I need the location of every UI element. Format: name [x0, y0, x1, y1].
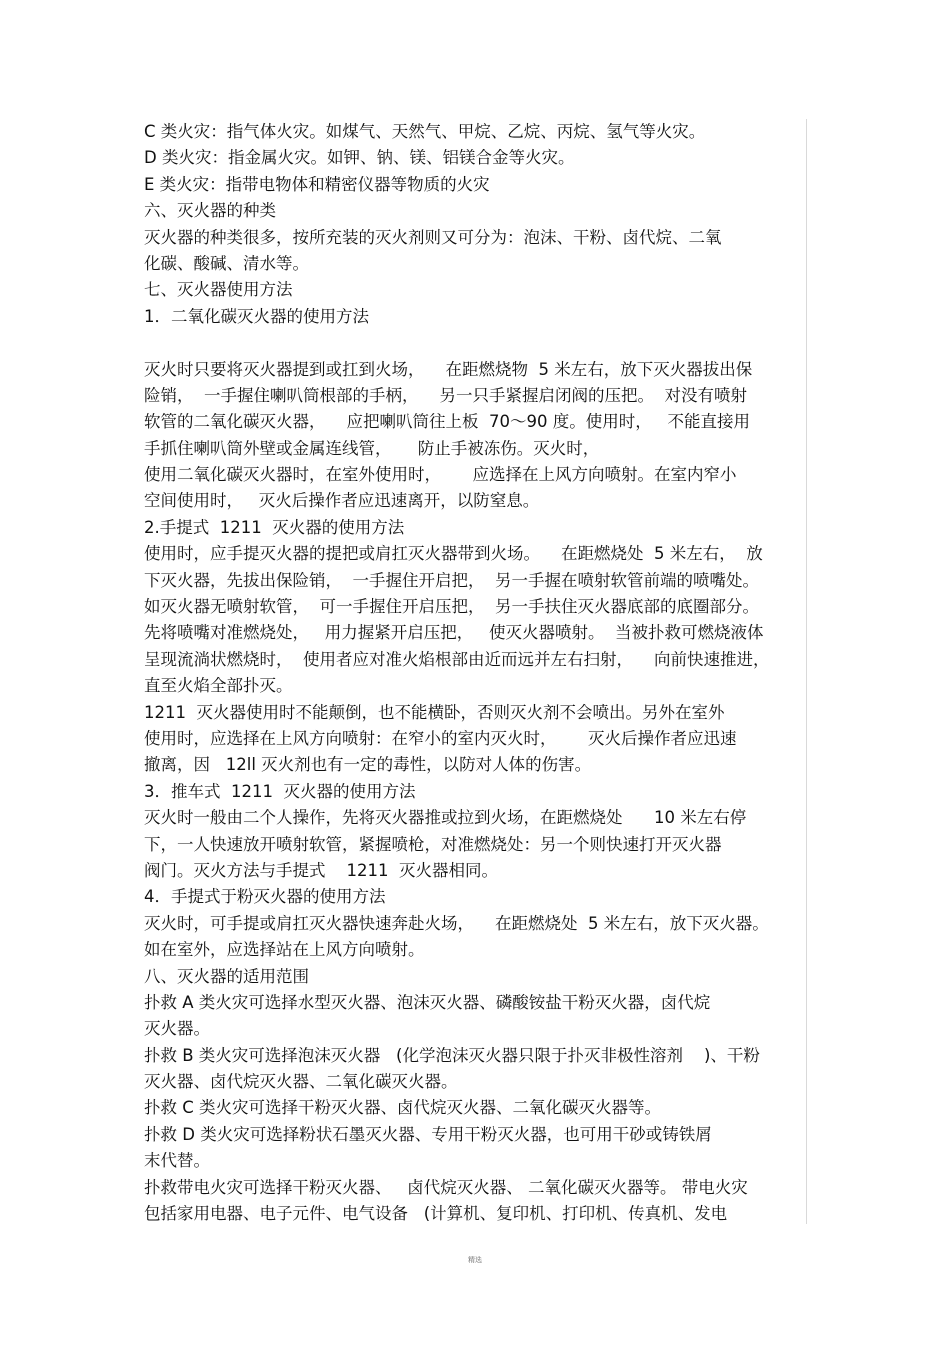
body-text [144, 119, 809, 1227]
text-line: 撤离，因 12ll 灭火剂也有一定的毒性，以防对人体的伤害。 [144, 755, 592, 775]
text-line: 使用时，应手提灭火器的提把或肩扛灭火器带到火场。 在距燃烧处 5 米左右， 放 [144, 544, 763, 564]
text-line: 先将喷嘴对准燃烧处， 用力握紧开启压把， 使灭火器喷射。 当被扑救可燃烧液体 [144, 623, 764, 643]
text-line: 灭火时，可手提或肩扛灭火器快速奔赴火场， 在距燃烧处 5 米左右，放下灭火器。 [144, 913, 769, 933]
text-line: 七、灭火器使用方法 [144, 280, 293, 300]
page-footer: 精选 [468, 1256, 482, 1264]
text-line: 八、灭火器的适用范围 [144, 966, 309, 986]
text-line [144, 330, 809, 356]
text-line: 险销， 一手握住喇叭筒根部的手柄， 另一只手紧握启闭阀的压把。 对没有喷射 [144, 385, 747, 405]
text-line: 空间使用时， 灭火后操作者应迅速离开，以防窒息。 [144, 491, 540, 511]
text-line: 如灭火器无喷射软管， 可一手握住开启压把， 另一手扶住灭火器底部的底圈部分。 [144, 597, 759, 617]
text-line: 1．二氧化碳灭火器的使用方法 [144, 306, 369, 326]
text-line: 手抓住喇叭筒外壁或金属连线管， 防止手被冻伤。灭火时， [144, 438, 600, 458]
text-line: 化碳、酸碱、清水等。 [144, 253, 309, 273]
text-line: 包括家用电器、电子元件、电气设备 (计算机、复印机、打印机、传真机、发电 [144, 1204, 728, 1224]
text-line: 下，一人快速放开喷射软管，紧握喷枪，对准燃烧处：另一个则快速打开灭火器 [144, 834, 722, 854]
text-line: 末代替。 [144, 1151, 210, 1171]
text-line: 灭火器的种类很多，按所充装的灭火剂则又可分为：泡沫、干粉、卤代烷、二氧 [144, 227, 722, 247]
text-line: 3．推车式 1211 灭火器的使用方法 [144, 781, 416, 801]
text-line: E 类火灾：指带电物体和精密仪器等物质的火灾 [144, 174, 490, 194]
text-line: 1211 灭火器使用时不能颠倒，也不能横卧，否则灭火剂不会喷出。另外在室外 [144, 702, 725, 722]
text-line: D 类火灾：指金属火灾。如钾、钠、镁、铝镁合金等火灾。 [144, 148, 575, 168]
text-line: 2.手提式 1211 灭火器的使用方法 [144, 517, 405, 537]
text-line: 六、灭火器的种类 [144, 201, 276, 221]
text-line: 下灭火器，先拔出保险销， 一手握住开启把， 另一手握在喷射软管前端的喷嘴处。 [144, 570, 759, 590]
text-line: 扑救 B 类火灾可选择泡沫灭火器 (化学泡沫灭火器只限于扑灭非极性溶剂 )、干粉 [144, 1045, 760, 1065]
text-line: 灭火时一般由二个人操作，先将灭火器推或拉到火场，在距燃烧处 10 米左右停 [144, 808, 747, 828]
text-line: 如在室外，应选择站在上风方向喷射。 [144, 940, 425, 960]
text-line: 扑救 D 类火灾可选择粉状石墨灭火器、专用干粉灭火器，也可用干砂或铸铁屑 [144, 1124, 712, 1144]
text-line: 扑救 A 类火灾可选择水型灭火器、泡沫灭火器、磷酸铵盐干粉灭火器，卤代烷 [144, 992, 711, 1012]
text-line: 阀门。灭火方法与手提式 1211 灭火器相同。 [144, 860, 498, 880]
text-line: 灭火器。 [144, 1019, 210, 1039]
text-line: 使用时，应选择在上风方向喷射：在窄小的室内灭火时， 灭火后操作者应迅速 [144, 728, 737, 748]
text-line: 灭火时只要将灭火器提到或扛到火场， 在距燃烧物 5 米左右，放下灭火器拔出保 [144, 359, 753, 379]
text-line: 扑救带电火灾可选择干粉灭火器、 卤代烷灭火器、 二氧化碳灭火器等。 带电火灾 [144, 1177, 748, 1197]
text-line: C 类火灾：指气体火灾。如煤气、天然气、甲烷、乙烷、丙烷、氢气等火灾。 [144, 122, 706, 141]
text-line: 灭火器、卤代烷灭火器、二氧化碳灭火器。 [144, 1072, 458, 1092]
text-line: 使用二氧化碳灭火器时，在室外使用时， 应选择在上风方向喷射。在室内窄小 [144, 465, 737, 485]
text-line: 4．手提式于粉灭火器的使用方法 [144, 887, 386, 907]
text-line: 软管的二氧化碳灭火器， 应把喇叭筒往上板 70～90 度。使用时， 不能直接用 [144, 412, 750, 432]
text-line: 扑救 C 类火灾可选择干粉灭火器、卤代烷灭火器、二氧化碳灭火器等。 [144, 1098, 662, 1118]
text-line: 呈现流淌状燃烧时， 使用者应对准火焰根部由近而远并左右扫射， 向前快速推进， [144, 649, 770, 669]
text-line: 直至火焰全部扑灭。 [144, 676, 293, 696]
